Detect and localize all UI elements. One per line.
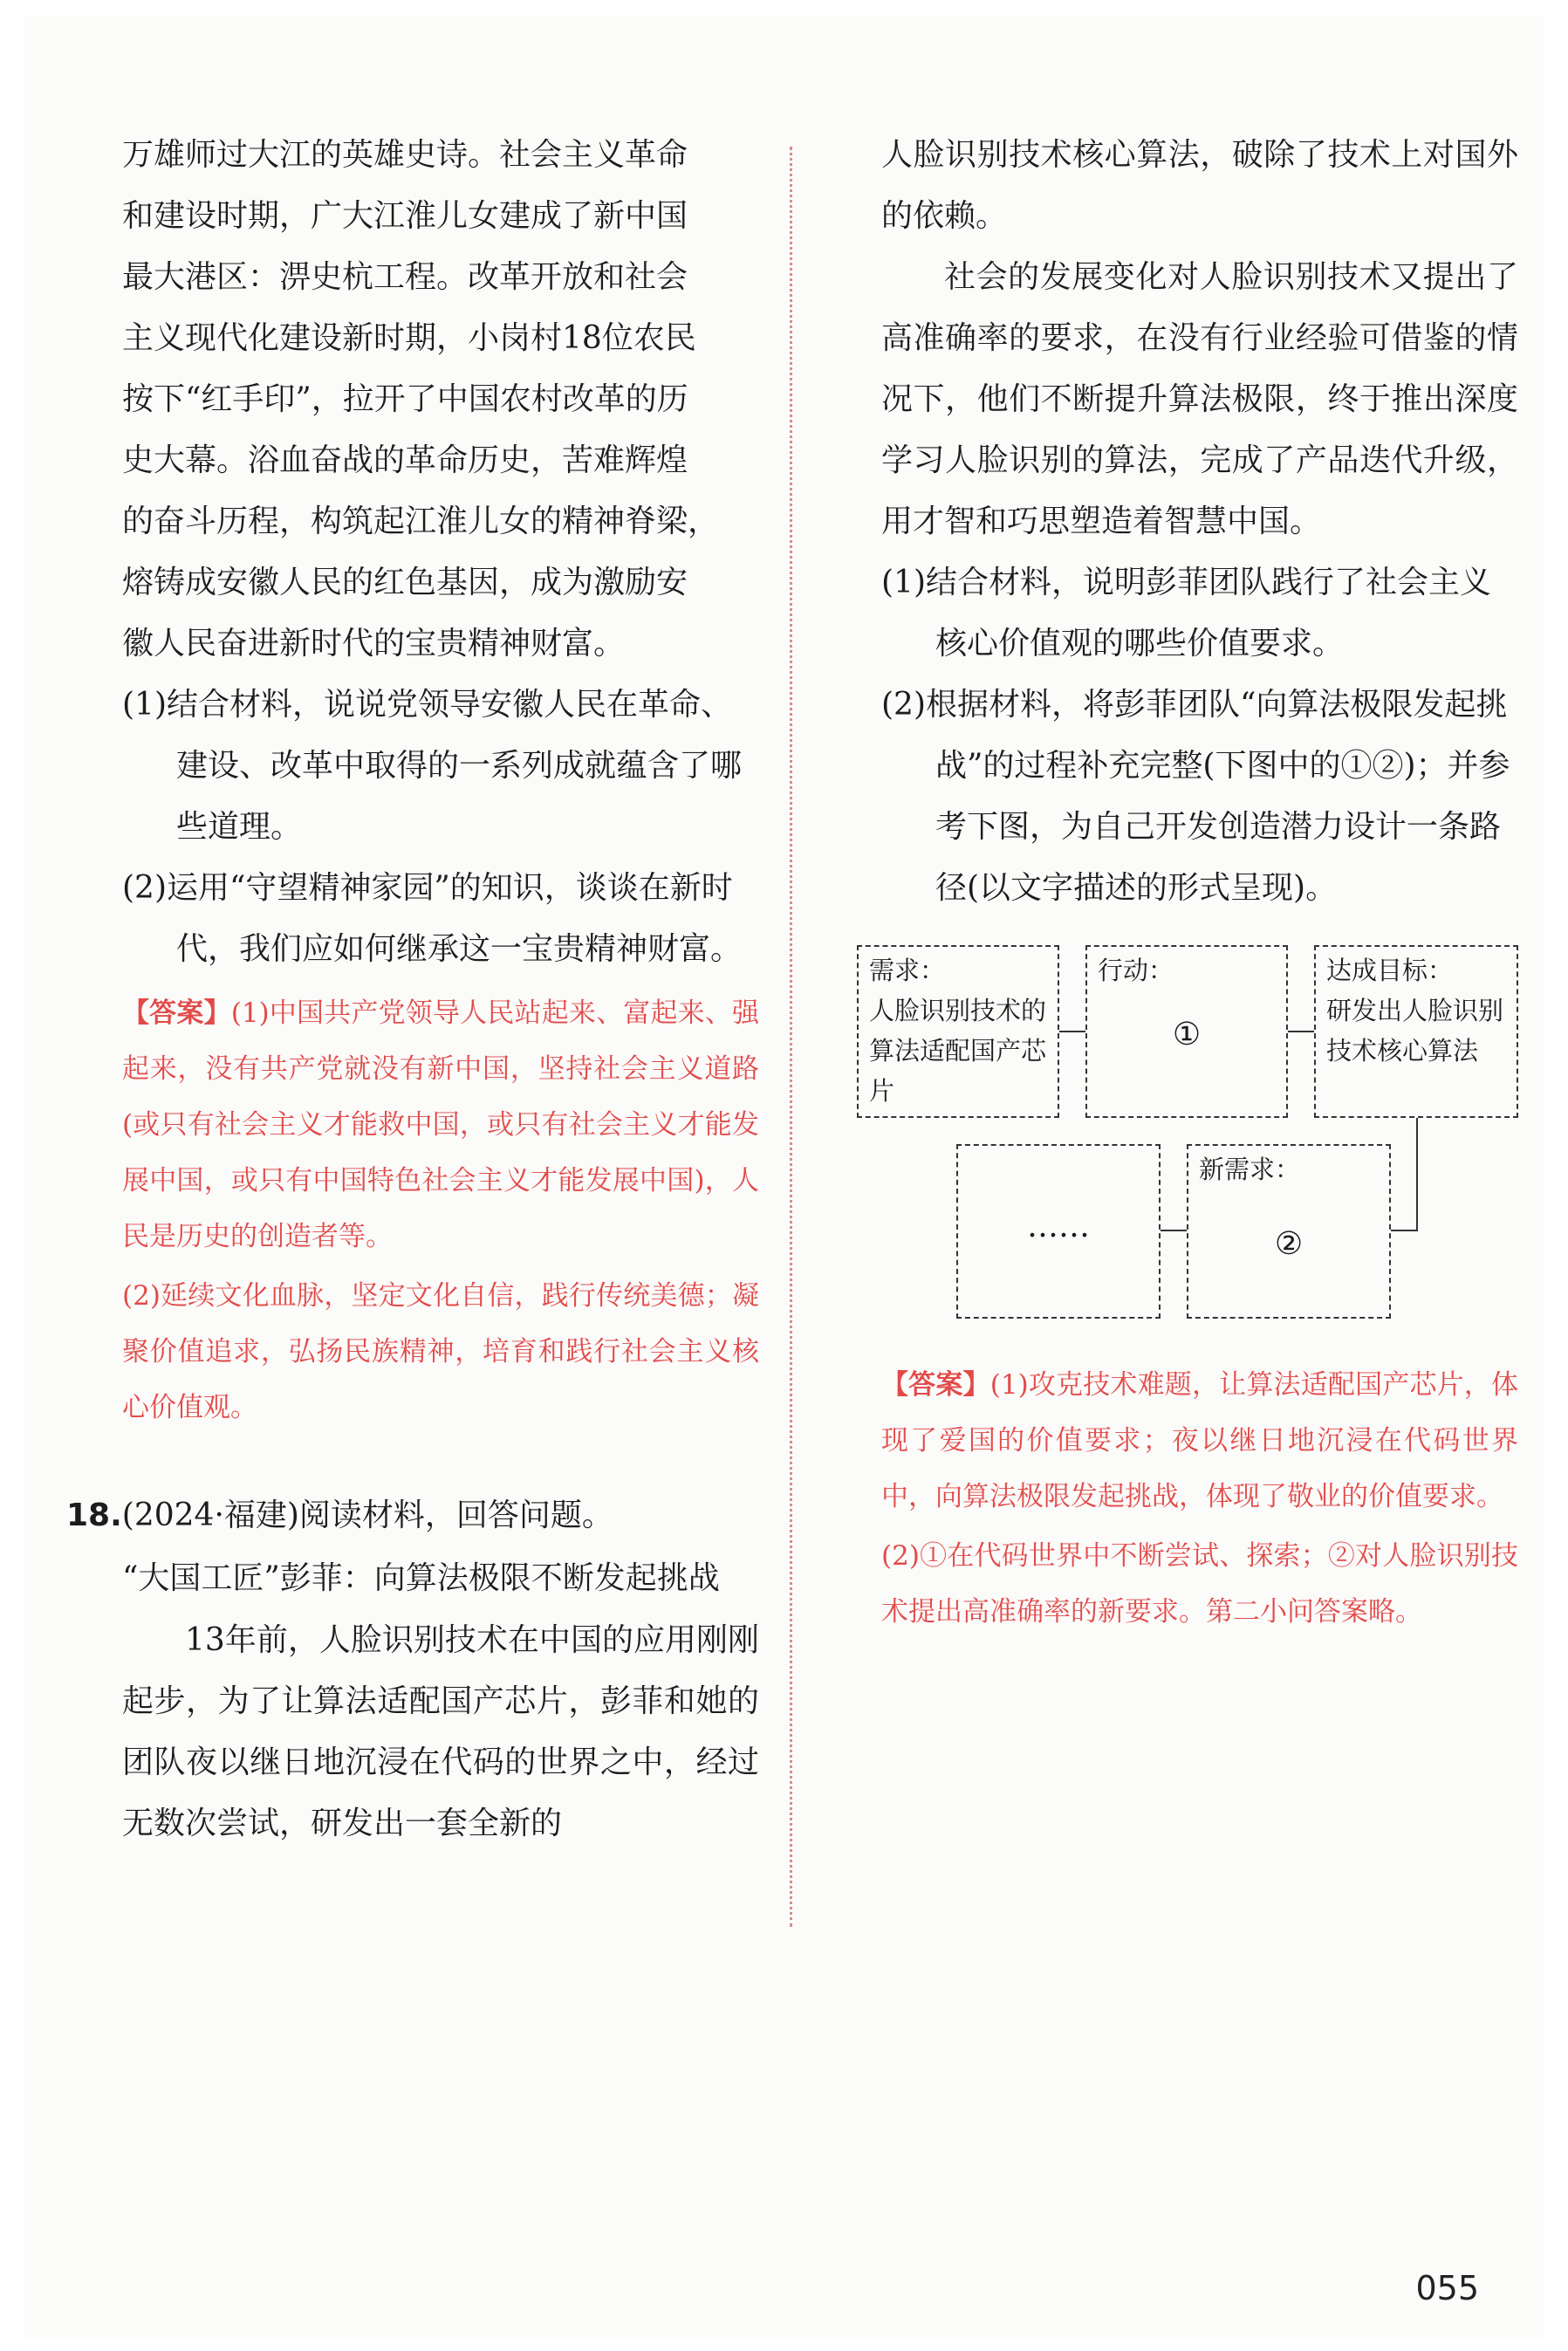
question-source: (2024·福建)阅读材料，回答问题。 <box>121 1498 613 1533</box>
demand-text: 人脸识别技术的算法适配国产芯片 <box>869 996 1047 1106</box>
question-number: 18. <box>66 1498 122 1533</box>
text-line: 史大幕。浴血奋战的革命历史，苦难辉煌 <box>122 442 688 478</box>
material-paragraph-2: 社会的发展变化对人脸识别技术又提出了高准确率的要求，在没有行业经验可借鉴的情况下，他们不断提升算法极限，终于推出深度学习人脸识别的算法，完成了产品迭代升级，用才智和巧思塑造着智慧中国。 <box>881 259 1518 539</box>
text-line: 主义现代化建设新时期，小岗村18位农民 <box>122 320 696 356</box>
answer-1-text: (1)中国共产党领导人民站起来、富起来、强起来，没有共产党就没有新中国，坚持社会主义道路(或只有社会主义才能救中国，或只有社会主义才能发展中国，或只有中国特色社会主义才能发展中国)，人民是历史的创造者等。 <box>122 997 759 1252</box>
action-box <box>1085 945 1288 1118</box>
text-line: 按下“红手印”，拉开了中国农村改革的历 <box>122 381 688 417</box>
connector-line <box>1059 1031 1085 1032</box>
question-18 <box>66 1484 759 1854</box>
text-line: 的奋斗历程，构筑起江淮儿女的精神脊梁， <box>122 504 720 539</box>
question-18-2: (2)根据材料，将彭菲团队“向算法极限发起挑战”的过程补充完整(下图中的①②)；并参考下图，为自己开发创造潜力设计一条路径(以文字描述的形式呈现)。 <box>881 687 1510 906</box>
right-column <box>869 125 1518 1640</box>
connector-line <box>1161 1230 1187 1231</box>
connector-line <box>1391 1230 1418 1231</box>
material-continuation: 人脸识别技术核心算法，破除了技术上对国外的依赖。 <box>881 137 1518 234</box>
answer-18-1-text: (1)攻克技术难题，让算法适配国产芯片，体现了爱国的价值要求；夜以继日地沉浸在代码世界中，向算法极限发起挑战，体现了敬业的价值要求。 <box>881 1369 1518 1512</box>
question-2: (2)运用“守望精神家园”的知识，谈谈在新时代，我们应如何继承这一宝贵精神财富。 <box>122 870 743 967</box>
answer-block <box>122 985 759 1436</box>
left-column <box>66 125 759 1854</box>
material-paragraph-18: 13年前，人脸识别技术在中国的应用刚刚起步，为了让算法适配国产芯片，彭菲和她的团队夜以继日地沉浸在代码的世界之中，经过无数次尝试，研发出一套全新的 <box>122 1622 759 1841</box>
answer-1 <box>122 985 759 1265</box>
process-diagram <box>857 945 1520 1338</box>
action-label: 行动： <box>1098 956 1174 985</box>
connector-line <box>1288 1031 1314 1032</box>
answer-block-18 <box>881 1357 1518 1640</box>
answer-2: (2)延续文化血脉，坚定文化自信，践行传统美德；凝聚价值追求，弘扬民族精神，培育和践行社会主义核心价值观。 <box>122 1280 759 1423</box>
question-1: (1)结合材料，说说党领导安徽人民在革命、建设、改革中取得的一系列成就蕴含了哪些道理。 <box>122 687 743 845</box>
goal-text: 研发出人脸识别技术核心算法 <box>1326 996 1504 1066</box>
column-divider <box>790 147 792 1927</box>
next-step-box <box>956 1144 1161 1319</box>
blank-marker-1: ① <box>1172 1017 1202 1052</box>
page <box>24 16 1544 2337</box>
material-paragraph <box>122 125 759 675</box>
answer-tag: 【答案】 <box>881 1369 990 1401</box>
new-demand-label: 新需求： <box>1199 1155 1301 1184</box>
material-title: “大国工匠”彭菲：向算法极限不断发起挑战 <box>122 1560 720 1596</box>
question-18-1: (1)结合材料，说明彭菲团队践行了社会主义核心价值观的哪些价值要求。 <box>881 565 1491 661</box>
goal-box <box>1314 945 1518 1118</box>
demand-box <box>857 945 1059 1118</box>
page-number: 055 <box>1415 2269 1479 2307</box>
answer-18-2: (2)①在代码世界中不断尝试、探索；②对人脸识别技术提出高准确率的新要求。第二小问答案略。 <box>881 1540 1518 1628</box>
blank-marker-2: ② <box>1274 1226 1304 1262</box>
text-line: 和建设时期，广大江淮儿女建成了新中国 <box>122 198 688 234</box>
ellipsis: …… <box>1027 1209 1090 1244</box>
answer-18-1 <box>881 1357 1518 1525</box>
text-line: 熔铸成安徽人民的红色基因，成为激励安 <box>122 565 688 600</box>
answer-tag: 【答案】 <box>122 997 231 1029</box>
connector-line <box>1416 1118 1418 1231</box>
text-line: 最大港区：淠史杭工程。改革开放和社会 <box>122 259 688 295</box>
new-demand-box <box>1187 1144 1391 1319</box>
goal-label: 达成目标： <box>1326 956 1454 985</box>
question-18-header <box>66 1484 759 1547</box>
text-line: 徽人民奋进新时代的宝贵精神财富。 <box>122 626 626 661</box>
demand-label: 需求： <box>869 956 946 985</box>
text-line: 万雄师过大江的英雄史诗。社会主义革命 <box>122 137 688 173</box>
